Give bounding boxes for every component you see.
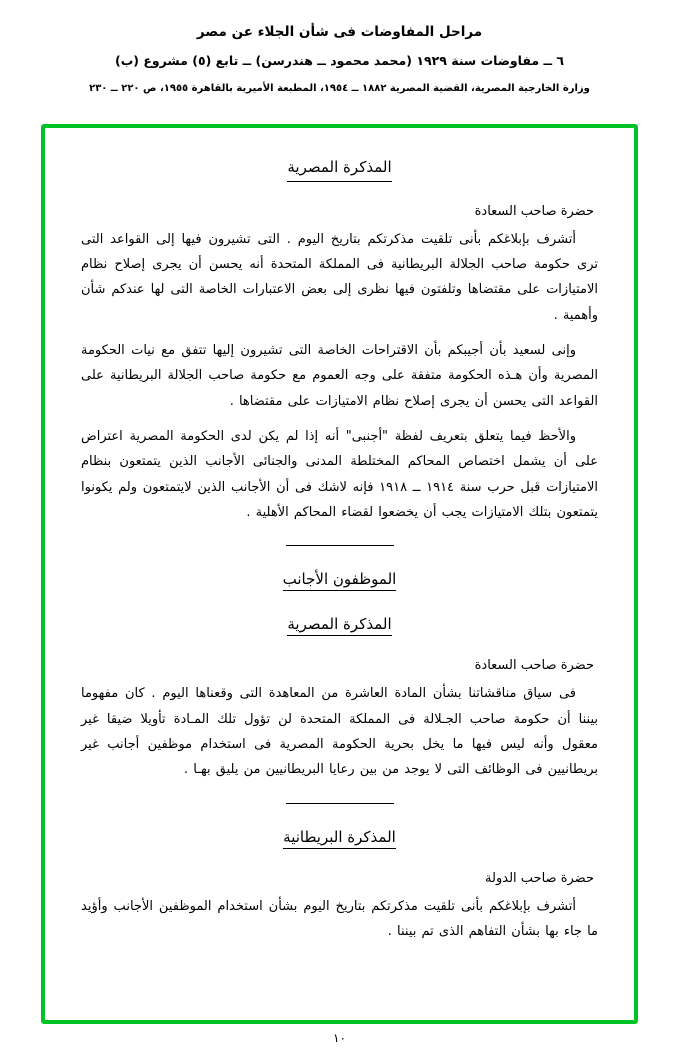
memo-heading-egyptian-2	[81, 615, 598, 636]
header-title: مراحل المفاوضات فى شأن الجلاء عن مصر	[196, 24, 483, 40]
section-heading-foreign-employees-text: الموظفون الأجانب	[283, 570, 397, 591]
paragraph-2: وإنى لسعيد بأن أجيبكم بأن الاقتراحات الخاصة التى تشيرون إليها تتفق مع نيات الحكومة المصرية وأن هـذه الحكومة متفقة على وجه العموم مع حكومة صاحب الجلالة البريطانية على القواعد التى يحسن أن يجرى إصلاح نظام الامتيازات على مقتضاها .	[81, 342, 598, 409]
memo-heading-egyptian-1	[81, 156, 598, 182]
paragraph-4: فى سياق مناقشاتنا بشأن المادة العاشرة من المعاهدة التى وقعناها اليوم . كان مفهوما بيننا أن حكومة صاحب الجـلالة فى المملكة المتحدة لن تؤول تلك المـادة تأويلا ضيقا غير معقول وأنه ليس فيها ما يخل بحرية الحكومة المصرية فى استخدام موظفين أجانب غير بريطانيين فى الوظائف التى لا يوجد من بين رعايا البريطانيين من يليق بهـا .	[81, 686, 598, 778]
paragraph-3: والأحظ فيما يتعلق بتعريف لفظة "أجنبى" أنه إذا لم يكن لدى الحكومة المصرية اعتراض على أن يشمل اختصاص المحاكم المختلطة المدنى والجنائى الأجانب الذين يتمتعون بنظام الامتيازات قبل حرب سنة ١٩١٤ ــ ١٩١٨ فإنه لاشك فى أن الأجانب الذين لايتمتعون ولم يكونوا يتمتعون بتلك الامتيازات يجب أن يخضعوا لقضاء المحاكم الأهلية .	[81, 428, 598, 520]
section-divider-2	[286, 803, 394, 804]
salutation-excellency-3: حضرة صاحب الدولة	[485, 870, 594, 886]
section-heading-foreign-employees	[81, 570, 598, 591]
paragraph-1: أتشرف بإبلاغكم بأنى تلقيت مذكرتكم بتاريخ اليوم . التى تشيرون فيها إلى القواعد التى ترى حكومة صاحب الجلالة البريطانية فى المملكة المتحدة أنه يحسن أن يجرى إصلاح نظام الامتيازات على مقتضاها وتلفتون فيها نظرى إلى بعض الاعتبارات الخاصة التى لها عندكم شأن وأهمية .	[81, 231, 598, 323]
header-source-citation: وزارة الخارجية المصرية، القضية المصرية ١٨٨٢ ــ ١٩٥٤، المطبعة الأميرية بالقاهرة ١٩٥٥، ص ٢٢٠ ــ ٢٣٠	[89, 83, 590, 95]
page-number: ١٠	[333, 1031, 346, 1045]
salutation-excellency-1: حضرة صاحب السعادة	[474, 203, 594, 219]
memo-heading-egyptian-1-text: المذكرة المصرية	[287, 156, 391, 182]
header-subtitle: ٦ ــ مفاوضات سنة ١٩٢٩ (محمد محمود ــ هندرسن) ــ تابع (٥) مشروع (ب)	[114, 53, 564, 69]
memo-heading-british-text: المذكرة البريطانية	[283, 828, 396, 849]
paragraph-5: أتشرف بإبلاغكم بأنى تلقيت مذكرتكم بتاريخ اليوم بشأن استخدام الموظفين الأجانب وأؤيد ما جاء بها بشأن التفاهم الذى تم بيننا .	[81, 898, 598, 939]
memo-heading-british	[81, 828, 598, 849]
memo-heading-egyptian-2-text: المذكرة المصرية	[287, 615, 391, 636]
green-framed-document-body	[41, 124, 638, 1024]
salutation-excellency-2: حضرة صاحب السعادة	[474, 658, 594, 674]
page-header	[0, 0, 679, 97]
section-divider-1	[286, 545, 394, 546]
